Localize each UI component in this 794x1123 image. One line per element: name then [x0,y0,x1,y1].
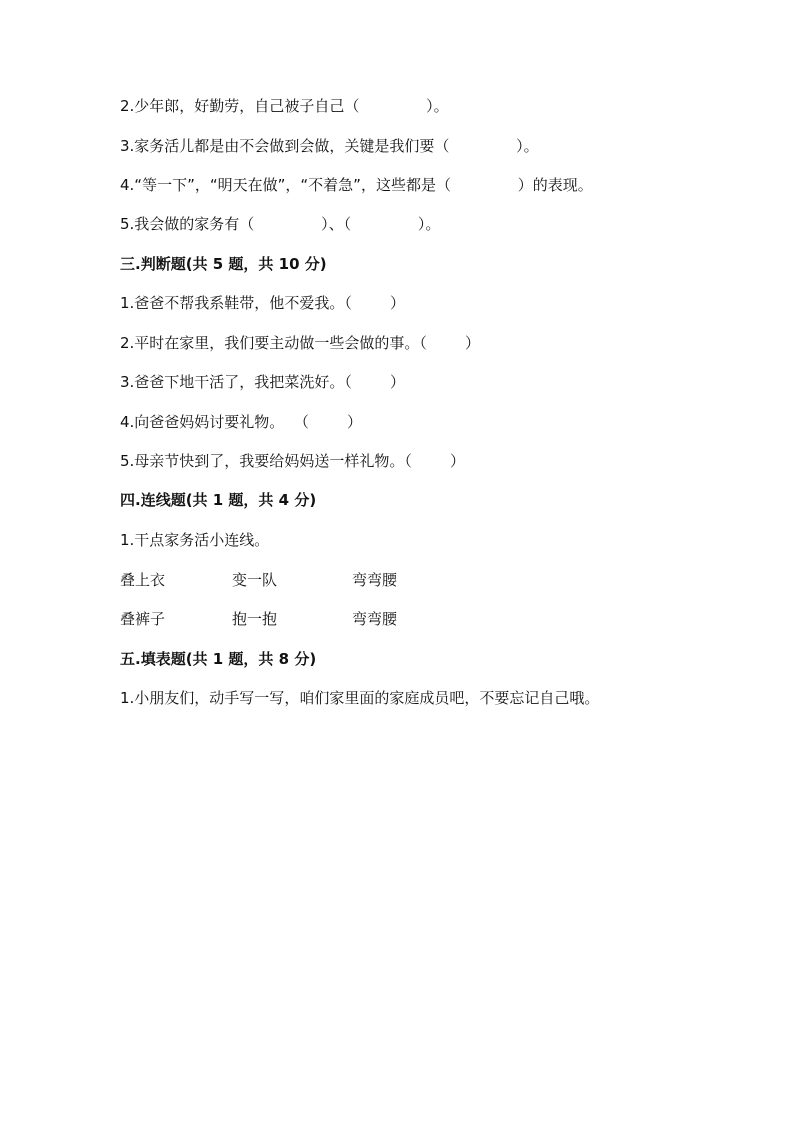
matching-cell: 叠裤子 [120,610,166,628]
section-5-heading: 五.填表题(共 1 题，共 8 分) [120,650,317,668]
table-question-1: 1.小朋友们，动手写一写，咱们家里面的家庭成员吧，不要忘记自己哦。 [120,689,600,707]
section-4-heading: 四.连线题(共 1 题，共 4 分) [120,491,317,509]
matching-cell: 叠上衣 [120,571,166,589]
judge-question-4: 4.向爸爸妈妈讨要礼物。 （ ） [120,413,362,431]
judge-question-3: 3.爸爸下地干活了，我把菜洗好。（ ） [120,373,405,391]
section-3-heading: 三.判断题(共 5 题，共 10 分) [120,255,327,273]
judge-question-5: 5.母亲节快到了，我要给妈妈送一样礼物。（ ） [120,452,465,470]
matching-cell: 抱一抱 [232,610,278,628]
judge-question-1: 1.爸爸不帮我系鞋带，他不爱我。（ ） [120,294,405,312]
fill-in-question-4: 4.“等一下”，“明天在做”，“不着急”，这些都是（ ）的表现。 [120,176,593,194]
matching-cell: 弯弯腰 [352,610,398,628]
judge-question-2: 2.平时在家里，我们要主动做一些会做的事。（ ） [120,334,480,352]
matching-cell: 弯弯腰 [352,571,398,589]
fill-in-question-3: 3.家务活儿都是由不会做到会做，关键是我们要（ ）。 [120,137,539,155]
fill-in-question-5: 5.我会做的家务有（ ）、（ ）。 [120,215,441,233]
matching-cell: 变一队 [232,571,278,589]
fill-in-question-2: 2.少年郎，好勤劳，自己被子自己（ ）。 [120,97,449,115]
matching-question-1: 1.干点家务活小连线。 [120,531,270,549]
